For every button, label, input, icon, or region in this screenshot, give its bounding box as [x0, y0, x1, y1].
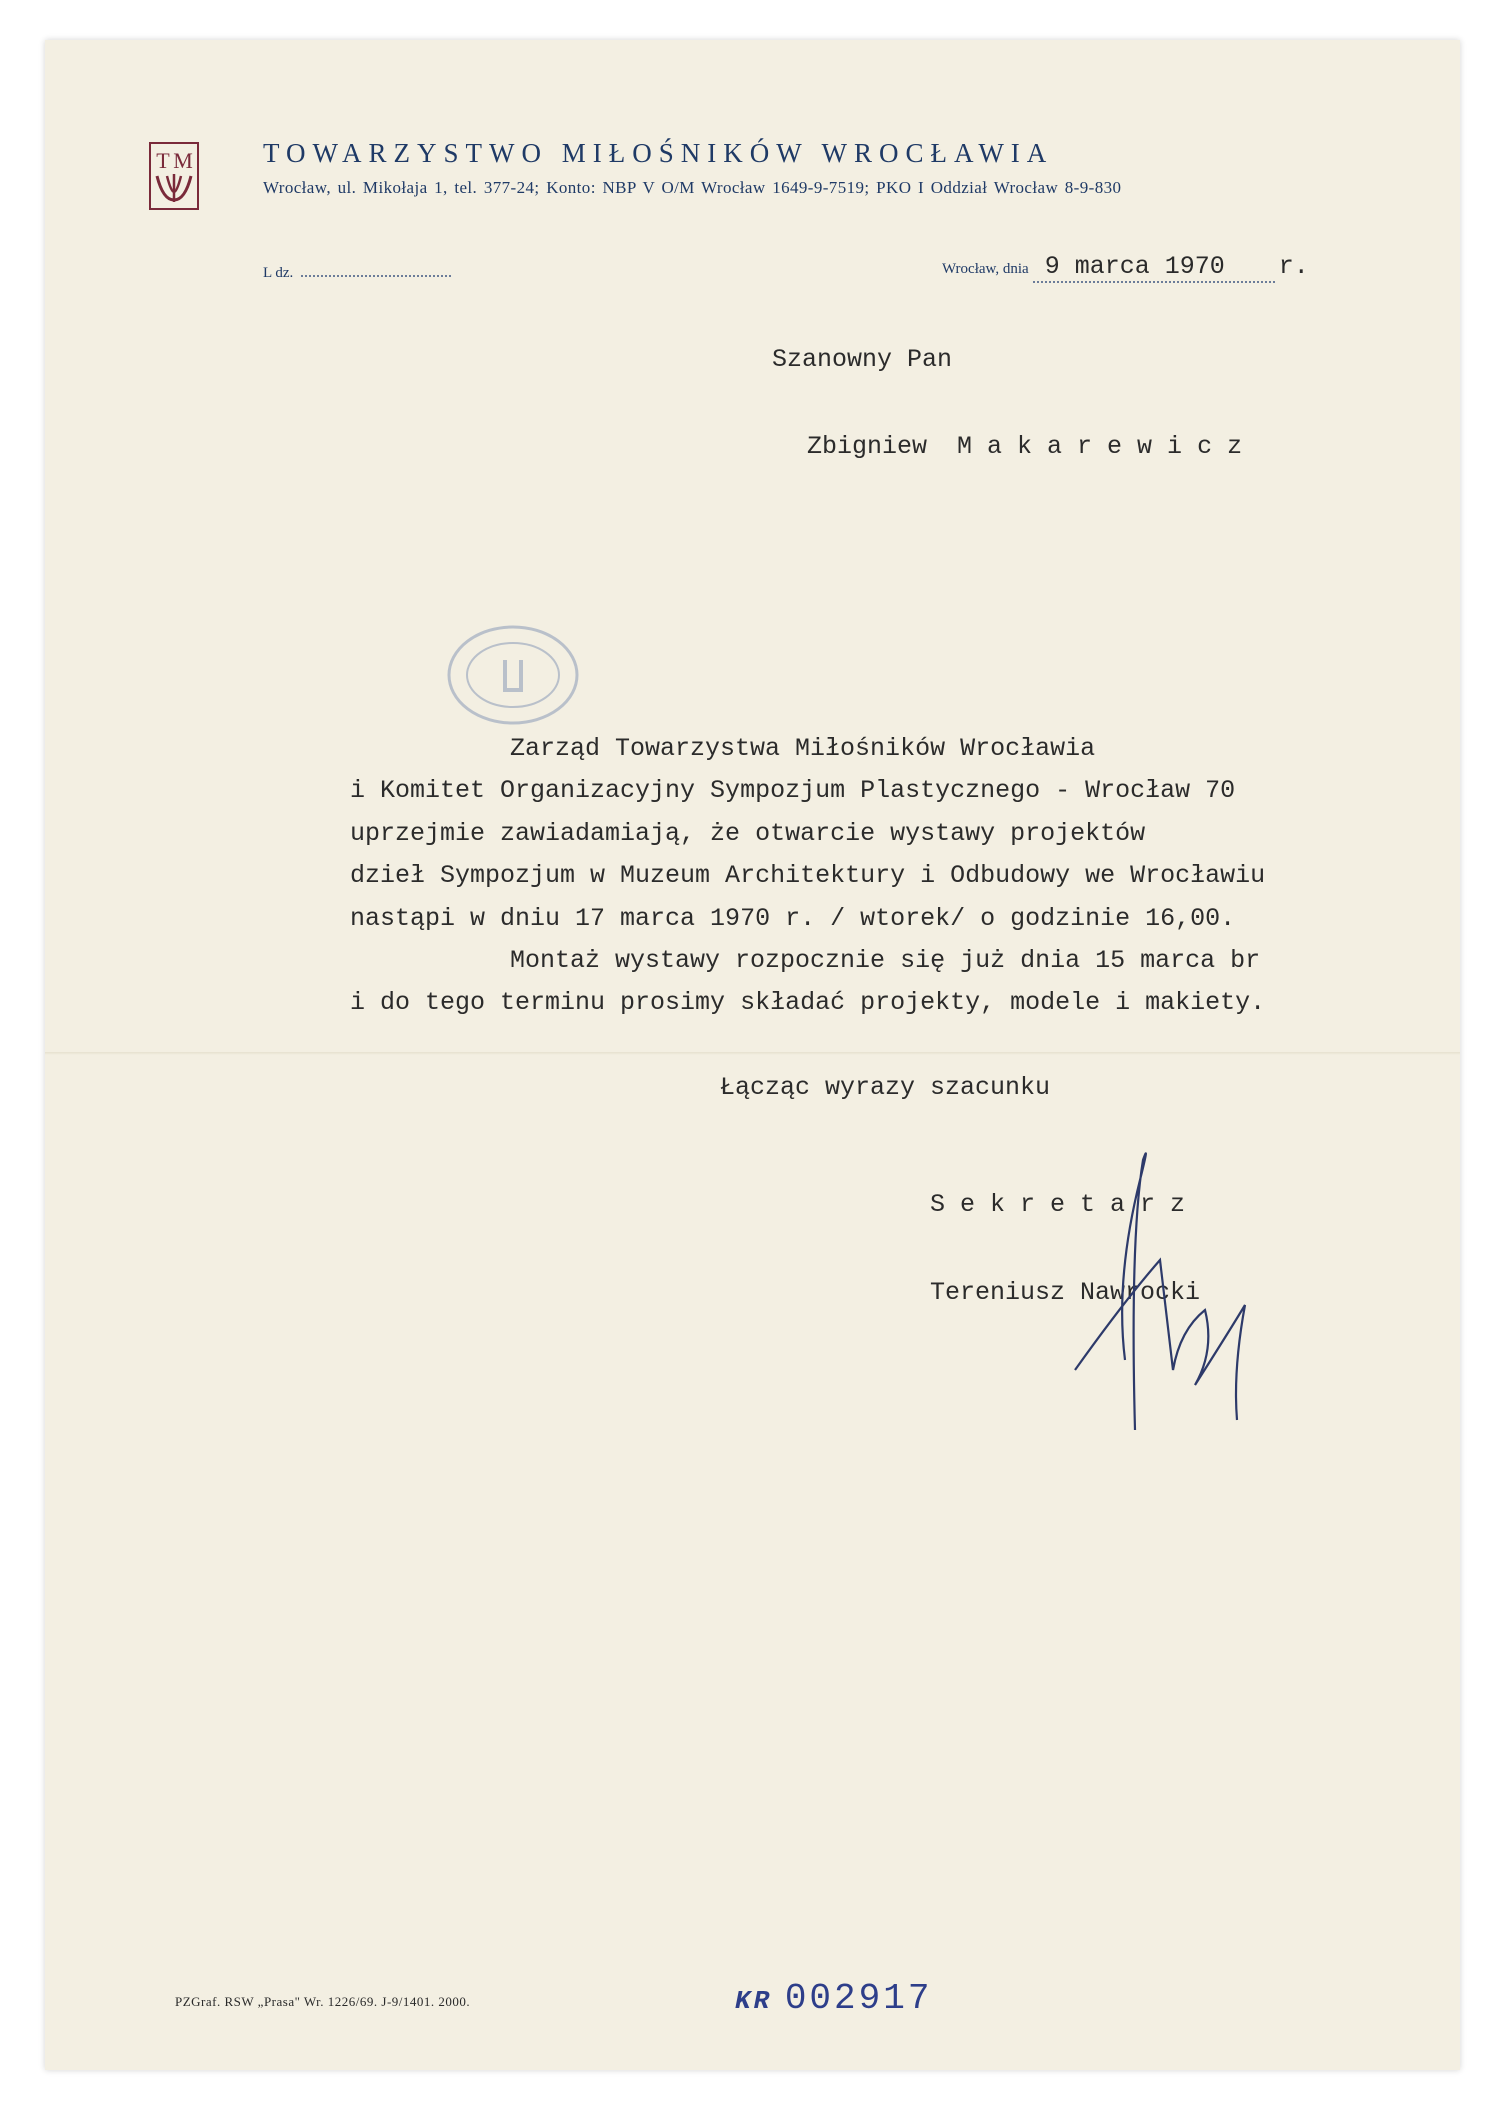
letter-sheet: [45, 40, 1460, 2070]
date-suffix: r.: [1278, 252, 1309, 281]
printer-footer: PZGraf. RSW „Prasa" Wr. 1226/69. J-9/1401. 2000.: [175, 1994, 471, 2009]
body-line-5: nastąpi w dniu 17 marca 1970 r. / wtorek/ o godzinie 16,00.: [350, 904, 1236, 933]
svg-text:T: T: [156, 148, 170, 173]
serial-prefix: KR: [735, 1986, 773, 2016]
body-line-4: dzieł Sympozjum w Muzeum Architektury i Odbudowy we Wrocławiu: [350, 861, 1266, 890]
body-line-7: i do tego terminu prosimy składać projekty, modele i makiety.: [350, 988, 1266, 1017]
salutation: Szanowny Pan: [772, 345, 953, 374]
body-line-2: i Komitet Organizacyjny Sympozjum Plastycznego - Wrocław 70: [350, 776, 1236, 805]
date-value: 9 marca 1970: [1033, 252, 1275, 283]
serial-number: 002917: [784, 1978, 933, 2019]
body-line-1: Zarząd Towarzystwa Miłośników Wrocławia: [510, 734, 1096, 763]
signatory-name: Tereniusz Nawrocki: [930, 1278, 1201, 1307]
dateline: [942, 252, 1309, 283]
body-line-6: Montaż wystawy rozpocznie się już dnia 15 marca br: [510, 946, 1261, 975]
ldz-field: [263, 265, 451, 282]
org-name: TOWARZYSTWO MIŁOŚNIKÓW WROCŁAWIA: [263, 138, 1054, 168]
ldz-dotted-line: [301, 275, 451, 277]
signatory-title: S e k r e t a r z: [930, 1190, 1186, 1219]
handwritten-signature: [1055, 1120, 1285, 1440]
ldz-label: L dz.: [263, 265, 294, 281]
serial-stamp: [735, 1978, 932, 2019]
library-stamp-icon: [443, 620, 583, 730]
org-address: Wrocław, ul. Mikołaja 1, tel. 377-24; Konto: NBP V O/M Wrocław 1649-9-7519; PKO I Oddział Wrocław 8-9-830: [263, 178, 1122, 197]
body-line-3: uprzejmie zawiadamiają, że otwarcie wystawy projektów: [350, 819, 1146, 848]
closing-greeting: Łącząc wyrazy szacunku: [720, 1073, 1051, 1102]
paper-fold: [45, 1052, 1460, 1055]
tmw-logo-icon: [149, 142, 199, 210]
date-prefix: Wrocław, dnia: [942, 261, 1029, 277]
recipient-name: Zbigniew M a k a r e w i c z: [807, 432, 1243, 461]
svg-text:M: M: [173, 148, 193, 173]
